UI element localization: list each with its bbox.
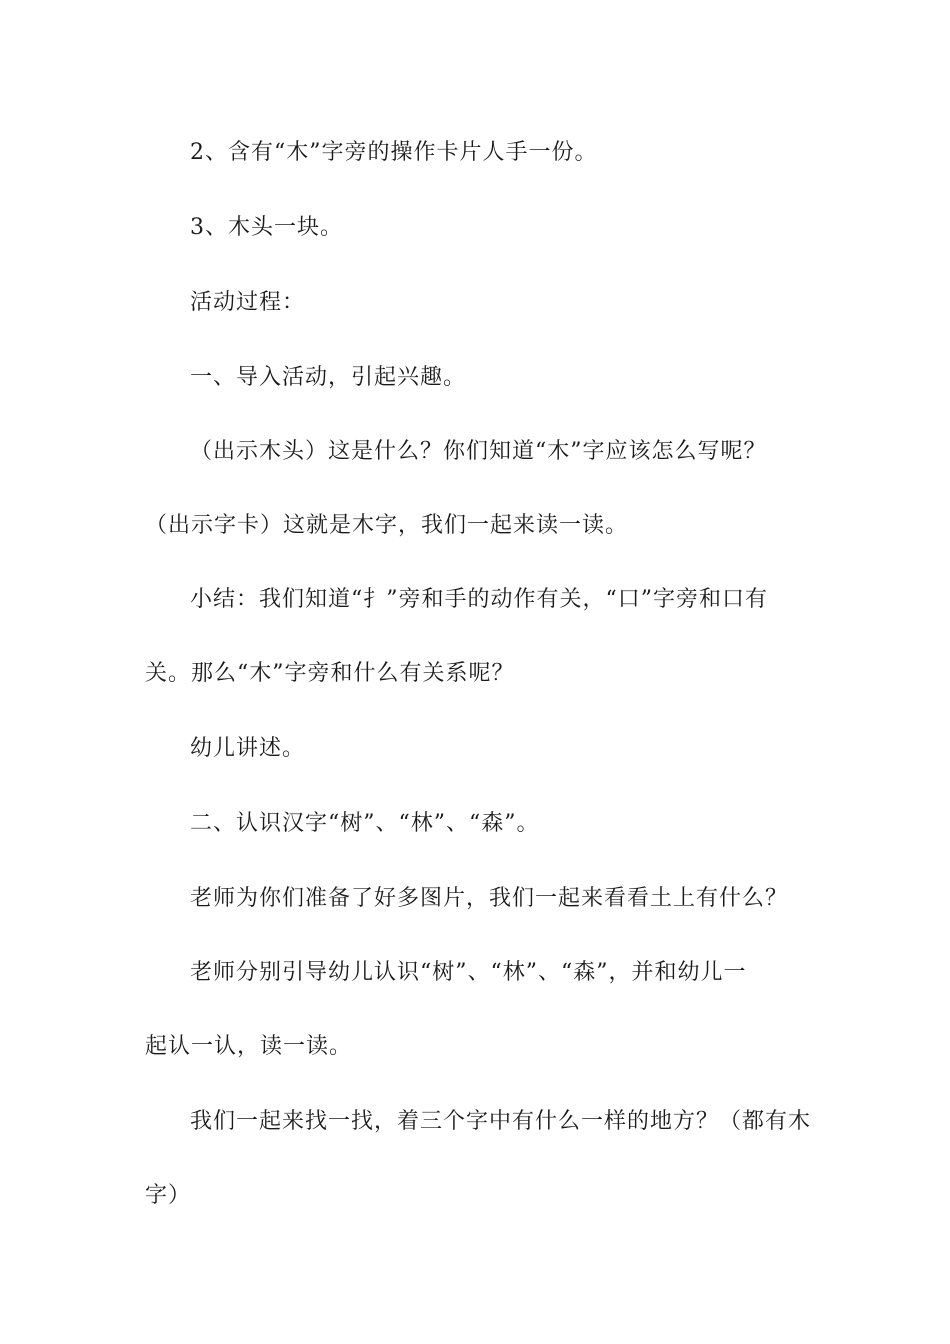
material-item-2: 2、含有“木”字旁的操作卡片人手一份。 [190, 140, 598, 165]
paragraph-line: 字） [145, 1183, 192, 1208]
step-heading-1: 一、导入活动，引起兴趣。 [190, 365, 467, 390]
paragraph-line: 关。那么“木”字旁和什么有关系呢？ [145, 661, 515, 686]
paragraph-line: 幼儿讲述。 [190, 736, 306, 761]
paragraph-line: 小结：我们知道“扌”旁和手的动作有关，“口”字旁和口有 [190, 587, 768, 612]
paragraph-line: 老师为你们准备了好多图片，我们一起来看看土上有什么？ [190, 886, 789, 911]
material-item-3: 3、木头一块。 [190, 215, 343, 240]
paragraph-line: 起认一认，读一读。 [145, 1034, 353, 1059]
paragraph-line: （出示字卡）这就是木字，我们一起来读一读。 [145, 513, 629, 538]
paragraph-line: （出示木头）这是什么？你们知道“木”字应该怎么写呢？ [190, 439, 767, 464]
paragraph-line: 老师分别引导幼儿认识“树”、“林”、“森”，并和幼儿一 [190, 960, 747, 985]
section-heading-process: 活动过程： [190, 290, 306, 315]
step-heading-2: 二、认识汉字“树”、“林”、“森”。 [190, 811, 540, 836]
paragraph-line: 我们一起来找一找，着三个字中有什么一样的地方？（都有木 [190, 1109, 812, 1134]
